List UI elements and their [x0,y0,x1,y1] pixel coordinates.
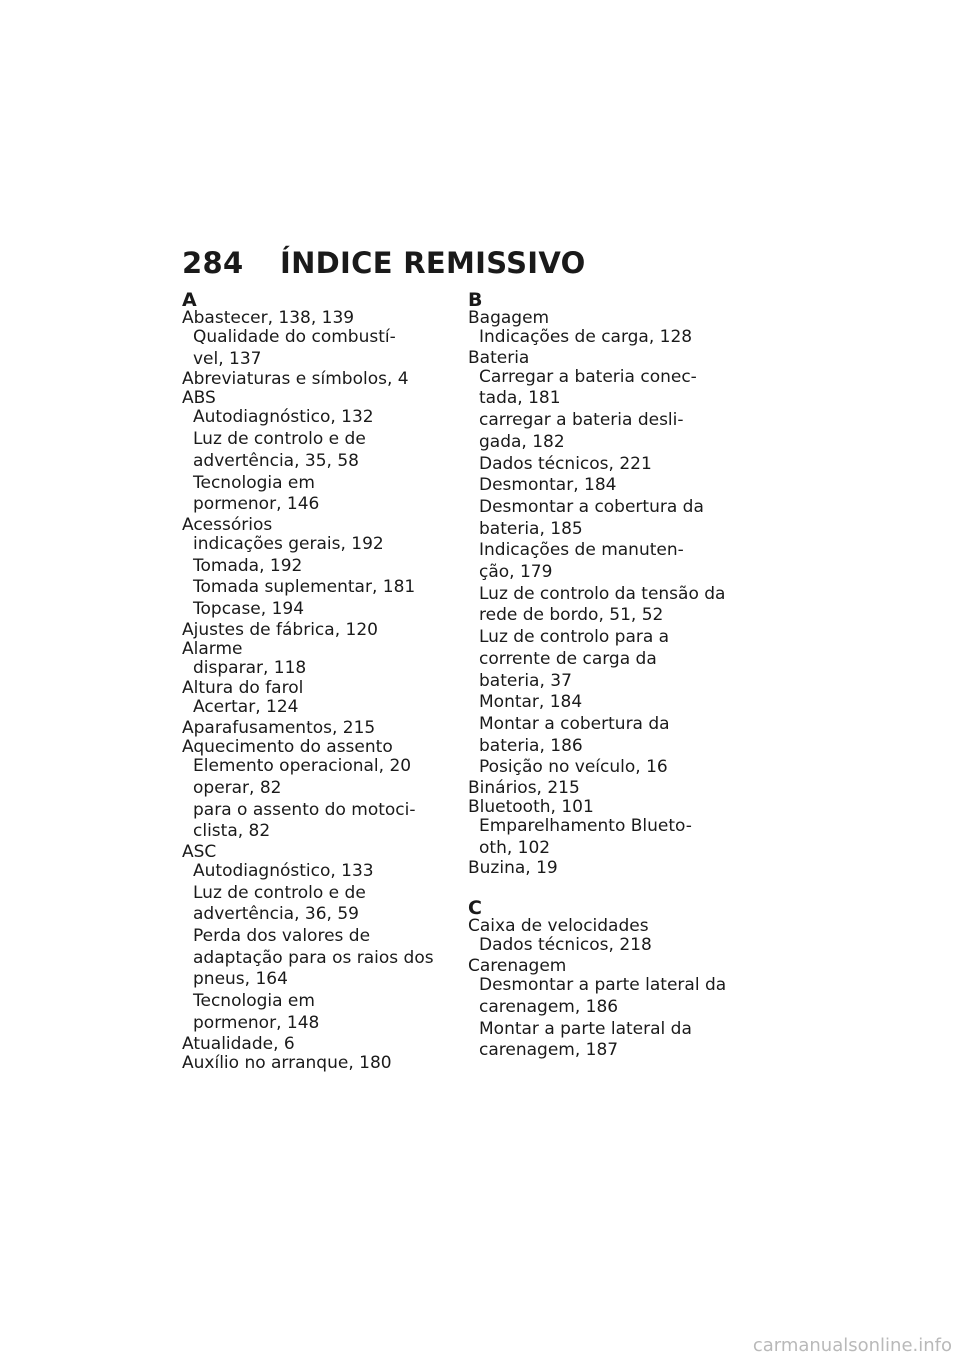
index-subentry: advertência, 35, 58 [193,450,359,471]
page-number: 284 [182,246,244,280]
index-entry [182,516,452,621]
index-entry [182,309,452,370]
index-subentry: corrente de carga da [479,648,657,669]
index-subentry: Desmontar a parte lateral da [479,975,727,996]
index-subentry: bateria, 186 [479,735,583,756]
index-subentry: clista, 82 [193,821,271,842]
index-term: Ajustes de fábrica, 120 [182,619,378,640]
index-subentry: Tecnologia em [193,991,315,1012]
index-term: Acessórios [182,514,273,535]
index-subentry: operar, 82 [193,777,282,798]
index-entry [182,679,452,719]
index-subentry: gada, 182 [479,431,565,452]
index-subentry: rede de bordo, 51, 52 [479,605,664,626]
index-term: Atualidade, 6 [182,1033,295,1054]
index-subentry: Emparelhamento Blueto- [479,816,692,837]
index-subentry: pormenor, 146 [193,494,320,515]
index-subentry: para o assento do motoci- [193,799,416,820]
index-subentry: tada, 181 [479,388,561,409]
index-subentry: Autodiagnóstico, 133 [193,860,374,881]
page-header [182,246,586,280]
page-title: ÍNDICE REMISSIVO [280,246,586,280]
watermark: carmanualsonline.info [752,1335,952,1356]
index-subentry: Tecnologia em [193,472,315,493]
index-term: Binários, 215 [468,778,580,799]
section-letter: A [182,289,197,311]
index-subentry: pormenor, 148 [193,1012,320,1033]
index-term: Abreviaturas e símbolos, 4 [182,369,409,390]
index-term: Bagagem [468,308,550,328]
index-entry [468,309,738,349]
index-subentry: disparar, 118 [193,657,307,678]
index-term: Aquecimento do assento [182,737,393,758]
index-entry [182,719,452,738]
index-entry [468,349,738,779]
index-subentry: Desmontar, 184 [479,475,617,496]
index-subentry: Montar, 184 [479,692,583,713]
index-subentry: carregar a bateria desli- [479,410,684,431]
index-subentry: ção, 179 [479,562,553,583]
index-entry [182,843,452,1035]
index-subentry: bateria, 185 [479,518,583,539]
index-subentry: Indicações de carga, 128 [479,327,693,347]
index-subentry: Montar a cobertura da [479,713,670,734]
index-subentry: Luz de controlo da tensão da [479,583,726,604]
index-entry [182,738,452,843]
index-subentry: Tomada suplementar, 181 [193,577,416,598]
index-term: Auxílio no arranque, 180 [182,1052,392,1073]
index-subentry: Indicações de manuten- [479,540,684,561]
index-term: Bateria [468,347,530,368]
index-term: Altura do farol [182,678,304,699]
index-entry [468,798,738,859]
index-entry [468,779,738,798]
index-subentry: Qualidade do combustí- [193,327,396,347]
index-entry [182,370,452,389]
index-subentry: advertência, 36, 59 [193,904,359,925]
section-letter: B [468,289,483,311]
index-entry [182,621,452,640]
index-subentry: carenagem, 186 [479,996,619,1017]
index-term: Caixa de velocidades [468,916,649,937]
index-column-right [468,289,738,1062]
index-subentry: Luz de controlo e de [193,429,366,450]
index-subentry: Dados técnicos, 221 [479,453,652,474]
index-subentry: Posição no veículo, 16 [479,757,668,778]
index-subentry: bateria, 37 [479,670,572,691]
index-term: Bluetooth, 101 [468,797,594,818]
index-entry [468,859,738,878]
index-entry [182,640,452,680]
index-subentry: Dados técnicos, 218 [479,935,652,956]
index-subentry: Topcase, 194 [193,599,305,620]
index-entry [182,1035,452,1054]
index-term: Aparafusamentos, 215 [182,718,376,739]
section-letter: C [468,897,482,920]
index-entry [468,917,738,957]
index-term: Alarme [182,638,243,659]
index-subentry: Carregar a bateria conec- [479,366,697,387]
index-subentry: Tomada, 192 [193,555,303,576]
index-subentry: pneus, 164 [193,969,288,990]
index-subentry: Acertar, 124 [193,697,299,718]
index-column-left [182,289,452,1073]
index-subentry: vel, 137 [193,348,262,369]
index-subentry: Montar a parte lateral da [479,1018,692,1039]
index-term: Abastecer, 138, 139 [182,308,355,328]
index-subentry: Perda dos valores de [193,926,371,947]
index-subentry: indicações gerais, 192 [193,533,384,554]
index-subentry: adaptação para os raios dos [193,947,434,968]
index-term: Carenagem [468,956,567,977]
index-term: ASC [182,841,217,862]
index-subentry: Luz de controlo para a [479,627,670,648]
section-gap [468,878,738,900]
index-subentry: oth, 102 [479,837,551,858]
index-subentry: Luz de controlo e de [193,882,366,903]
index-term: Buzina, 19 [468,858,558,879]
index-subentry: Autodiagnóstico, 132 [193,407,374,428]
index-subentry: Desmontar a cobertura da [479,496,704,517]
index-entry [182,1054,452,1073]
index-entry [182,389,452,516]
index-subentry: carenagem, 187 [479,1040,619,1061]
index-term: ABS [182,388,216,409]
index-entry [468,957,738,1062]
index-subentry: Elemento operacional, 20 [193,756,412,777]
